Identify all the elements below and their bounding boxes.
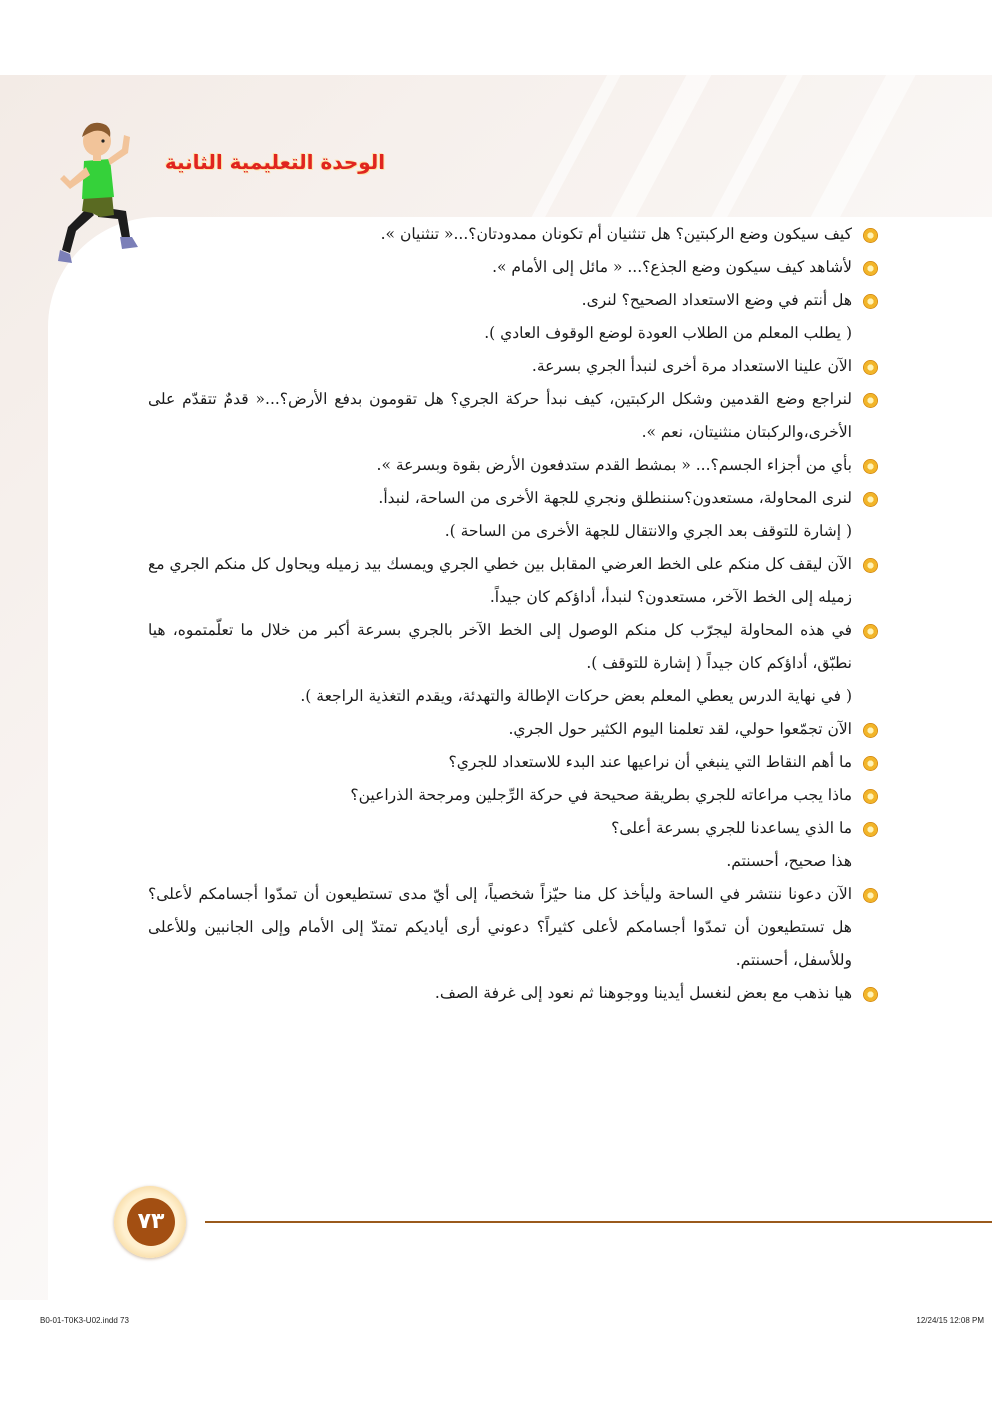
teacher-note [148, 317, 878, 350]
list-item [148, 350, 878, 383]
bullet-icon [863, 558, 878, 573]
list-item [148, 449, 878, 482]
list-item-text: الآن تجمّعوا حولي، لقد تعلمنا اليوم الكثير حول الجري. [508, 720, 852, 738]
bullet-icon [863, 789, 878, 804]
list-item-text: الآن علينا الاستعداد مرة أخرى لنبدأ الجري بسرعة. [531, 357, 852, 375]
print-slug-file: B0-01-T0K3-U02.indd 73 [40, 1316, 129, 1325]
list-item-text: بأي من أجزاء الجسم؟... « بمشط القدم ستدفعون الأرض بقوة وبسرعة ». [376, 456, 852, 474]
list-item [148, 977, 878, 1010]
list-item-text: كيف سيكون وضع الركبتين؟ هل تنثنيان أم تكونان ممدودتان؟...« تنثنيان ». [380, 225, 852, 243]
bullet-icon [863, 987, 878, 1002]
note-text: ( يطلب المعلم من الطلاب العودة لوضع الوقوف العادي ). [484, 324, 852, 342]
list-item [148, 812, 878, 845]
bullet-icon [863, 756, 878, 771]
list-item-text: ما الذي يساعدنا للجري بسرعة أعلى؟ [611, 819, 852, 837]
note-text: هذا صحيح، أحسنتم. [726, 852, 852, 870]
note-text: ( في نهاية الدرس يعطي المعلم بعض حركات الإطالة والتهدئة، ويقدم التغذية الراجعة ). [300, 687, 852, 705]
unit-title: الوحدة التعليمية الثانية [164, 150, 386, 174]
lesson-content [148, 218, 878, 1010]
list-item [148, 878, 878, 977]
list-item [148, 284, 878, 317]
list-item-text: في هذه المحاولة ليجرّب كل منكم الوصول إلى الخط الآخر بالجري بسرعة أكبر من خلال ما تعلّمتموه، هيا نطبّق، أداؤكم كان جيداً ( إشارة للتوقف ). [148, 621, 852, 672]
list-item-text: ماذا يجب مراعاته للجري بطريقة صحيحة في حركة الرِّجلين ومرجحة الذراعين؟ [350, 786, 852, 804]
list-item [148, 218, 878, 251]
bullet-icon [863, 888, 878, 903]
teacher-note [148, 680, 878, 713]
list-item [148, 614, 878, 680]
list-item-text: الآن ليقف كل منكم على الخط العرضي المقابل بين خطي الجري ويمسك بيد زميله ويحاول كل منكم الجري مع زميله إلى الخط الآخر، مستعدون؟ لنبدأ، أداؤكم كان جيداً. [148, 555, 852, 606]
list-item [148, 482, 878, 515]
bullet-icon [863, 294, 878, 309]
note-text: ( إشارة للتوقف بعد الجري والانتقال للجهة الأخرى من الساحة ). [444, 522, 852, 540]
footer-rule [205, 1221, 992, 1223]
list-item-text: لنراجع وضع القدمين وشكل الركبتين، كيف نبدأ حركة الجري؟ هل تقومون بدفع الأرض؟...« قدمٌ تتقدّم على الأخرى،والركبتان منثنيتان، نعم ». [148, 390, 852, 441]
teacher-note [148, 845, 878, 878]
list-item-text: لنرى المحاولة، مستعدون؟سننطلق ونجري للجهة الأخرى من الساحة، لنبدأ. [378, 489, 852, 507]
list-item-text: لأشاهد كيف سيكون وضع الجذع؟... « مائل إلى الأمام ». [492, 258, 852, 276]
teacher-note [148, 515, 878, 548]
bullet-icon [863, 228, 878, 243]
list-item [148, 746, 878, 779]
bullet-icon [863, 723, 878, 738]
bullet-icon [863, 624, 878, 639]
list-item [148, 383, 878, 449]
bullet-icon [863, 492, 878, 507]
bullet-icon [863, 261, 878, 276]
bullet-icon [863, 822, 878, 837]
runner-boy-illustration [48, 115, 148, 275]
print-slug-datetime: 12/24/15 12:08 PM [916, 1316, 984, 1325]
list-item-text: ما أهم النقاط التي ينبغي أن نراعيها عند البدء للاستعداد للجري؟ [448, 753, 852, 771]
list-item-text: هيا نذهب مع بعض لنغسل أيدينا ووجوهنا ثم نعود إلى غرفة الصف. [434, 984, 852, 1002]
list-item-text: الآن دعونا ننتشر في الساحة وليأخذ كل منا حيّزاً شخصياً، إلى أيّ مدى تستطيعون أن تمدّوا أجسامكم لأعلى؟ هل تستطيعون أن تمدّوا أجسامكم لأعلى كثيراً؟ دعوني أرى أياديكم تمتدّ إلى الأمام وإلى الجانبين وللأعلى وللأسفل، أحسنتم. [148, 885, 852, 969]
list-item [148, 713, 878, 746]
bullet-icon [863, 360, 878, 375]
list-item-text: هل أنتم في وضع الاستعداد الصحيح؟ لنرى. [581, 291, 852, 309]
list-item [148, 548, 878, 614]
bullet-icon [863, 393, 878, 408]
bullet-icon [863, 459, 878, 474]
page-number: ٧٣ [127, 1198, 175, 1246]
list-item [148, 251, 878, 284]
list-item [148, 779, 878, 812]
